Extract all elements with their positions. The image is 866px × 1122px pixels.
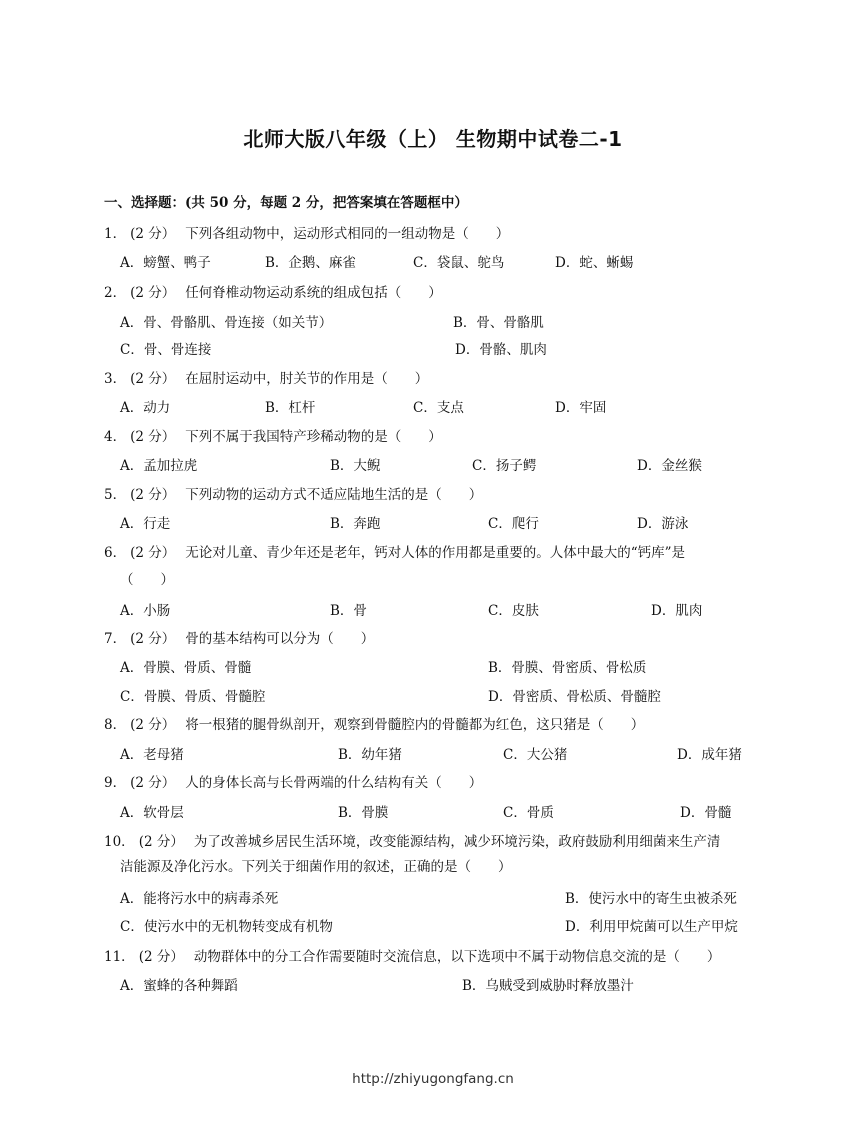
- option-d: D．游泳: [637, 516, 689, 532]
- option-a: A．老母猪: [120, 747, 184, 763]
- question-2: [104, 281, 442, 301]
- option-a: A．能将污水中的病毒杀死: [120, 891, 279, 907]
- option-c: C．爬行: [488, 516, 539, 532]
- option-a: A．动力: [120, 400, 171, 416]
- option-d: D．金丝猴: [637, 458, 702, 474]
- question-score: (2 分）: [130, 717, 176, 733]
- question-text-continued: （ ）: [120, 572, 174, 588]
- option-a: A．螃蟹、鸭子: [120, 255, 211, 271]
- question-text: 动物群体中的分工合作需要随时交流信息，以下选项中不属于动物信息交流的是（ ）: [193, 949, 721, 965]
- option-b: B．幼年猪: [338, 747, 402, 763]
- option-b: B．乌贼受到威胁时释放墨汁: [462, 978, 634, 994]
- question-score: (2 分）: [130, 545, 176, 561]
- option-a: A．行走: [120, 516, 171, 532]
- question-number: 5．: [104, 487, 127, 503]
- option-b: B．骨膜、骨密质、骨松质: [488, 660, 647, 676]
- option-a: A．骨膜、骨质、骨髓: [120, 660, 252, 676]
- question-10: [104, 830, 720, 850]
- question-text: 将一根猪的腿骨纵剖开，观察到骨髓腔内的骨髓都为红色，这只猪是（ ）: [185, 717, 645, 733]
- option-c: C．骨质: [503, 805, 554, 821]
- question-score: (2 分）: [138, 949, 184, 965]
- question-text: 人的身体长高与长骨两端的什么结构有关（ ）: [185, 775, 483, 791]
- question-text: 下列各组动物中，运动形式相同的一组动物是（ ）: [185, 226, 510, 242]
- question-text: 为了改善城乡居民生活环境，改变能源结构，减少环境污染，政府鼓励利用细菌来生产清: [193, 834, 721, 850]
- option-c: C．骨膜、骨质、骨髓腔: [120, 689, 266, 705]
- footer-url: http://zhiyugongfang.cn: [352, 1071, 514, 1087]
- option-b: B．骨、骨骼肌: [453, 315, 544, 331]
- option-d: D．骨骼、肌肉: [455, 342, 547, 358]
- question-text-continued: 洁能源及净化污水。下列关于细菌作用的叙述，正确的是（ ）: [120, 859, 512, 875]
- option-a: A．软骨层: [120, 805, 184, 821]
- question-text: 骨的基本结构可以分为（ ）: [185, 631, 375, 647]
- section-header: 一、选择题：(共 50 分，每题 2 分，把答案填在答题框中）: [104, 195, 468, 211]
- option-a: A．小肠: [120, 603, 171, 619]
- question-number: 2．: [104, 285, 127, 301]
- question-number: 1．: [104, 226, 127, 242]
- option-b: B．杠杆: [265, 400, 316, 416]
- option-b: B．大鲵: [330, 458, 381, 474]
- question-score: (2 分）: [130, 429, 176, 445]
- question-9: [104, 771, 482, 791]
- option-b: B．企鹅、麻雀: [265, 255, 356, 271]
- question-8: [104, 713, 644, 733]
- option-c: C．使污水中的无机物转变成有机物: [120, 919, 333, 935]
- question-number: 9．: [104, 775, 127, 791]
- option-a: A．蜜蜂的各种舞蹈: [120, 978, 238, 994]
- question-text: 下列动物的运动方式不适应陆地生活的是（ ）: [185, 487, 483, 503]
- option-a: A．孟加拉虎: [120, 458, 198, 474]
- option-b: B．奔跑: [330, 516, 381, 532]
- question-number: 8．: [104, 717, 127, 733]
- question-score: (2 分）: [138, 834, 184, 850]
- question-6: [104, 541, 685, 561]
- question-number: 10．: [104, 834, 135, 850]
- question-number: 11．: [104, 949, 135, 965]
- option-c: C．骨、骨连接: [120, 342, 212, 358]
- option-b: B．使污水中的寄生虫被杀死: [565, 891, 737, 907]
- question-text: 在屈肘运动中，肘关节的作用是（ ）: [185, 371, 429, 387]
- question-score: (2 分）: [130, 487, 176, 503]
- question-number: 7．: [104, 631, 127, 647]
- option-c: C．支点: [413, 400, 464, 416]
- question-score: (2 分）: [130, 371, 176, 387]
- question-text: 无论对儿童、青少年还是老年，钙对人体的作用都是重要的。人体中最大的“钙库”是: [185, 545, 686, 561]
- option-d: D．骨密质、骨松质、骨髓腔: [488, 689, 661, 705]
- option-c: C．皮肤: [488, 603, 539, 619]
- option-d: D．蛇、蜥蜴: [555, 255, 634, 271]
- option-d: D．利用甲烷菌可以生产甲烷: [565, 919, 738, 935]
- question-5: [104, 483, 482, 503]
- question-score: (2 分）: [130, 775, 176, 791]
- question-number: 4．: [104, 429, 127, 445]
- option-d: D．肌肉: [651, 603, 703, 619]
- question-text: 任何脊椎动物运动系统的组成包括（ ）: [185, 285, 442, 301]
- option-d: D．成年猪: [677, 747, 742, 763]
- question-score: (2 分）: [130, 285, 176, 301]
- question-3: [104, 367, 428, 387]
- option-a: A．骨、骨骼肌、骨连接（如关节）: [120, 315, 333, 331]
- page-title: 北师大版八年级（上） 生物期中试卷二-1: [243, 127, 623, 151]
- option-b: B．骨膜: [338, 805, 389, 821]
- option-c: C．大公猪: [503, 747, 568, 763]
- question-4: [104, 425, 442, 445]
- question-1: [104, 222, 509, 242]
- question-score: (2 分）: [130, 631, 176, 647]
- question-text: 下列不属于我国特产珍稀动物的是（ ）: [185, 429, 442, 445]
- question-number: 3．: [104, 371, 127, 387]
- option-b: B．骨: [330, 603, 367, 619]
- question-7: [104, 627, 374, 647]
- question-11: [104, 945, 720, 965]
- option-c: C．扬子鳄: [472, 458, 537, 474]
- question-number: 6．: [104, 545, 127, 561]
- question-score: (2 分）: [130, 226, 176, 242]
- option-c: C．袋鼠、鸵鸟: [413, 255, 505, 271]
- option-d: D．骨髓: [680, 805, 732, 821]
- option-d: D．牢固: [555, 400, 607, 416]
